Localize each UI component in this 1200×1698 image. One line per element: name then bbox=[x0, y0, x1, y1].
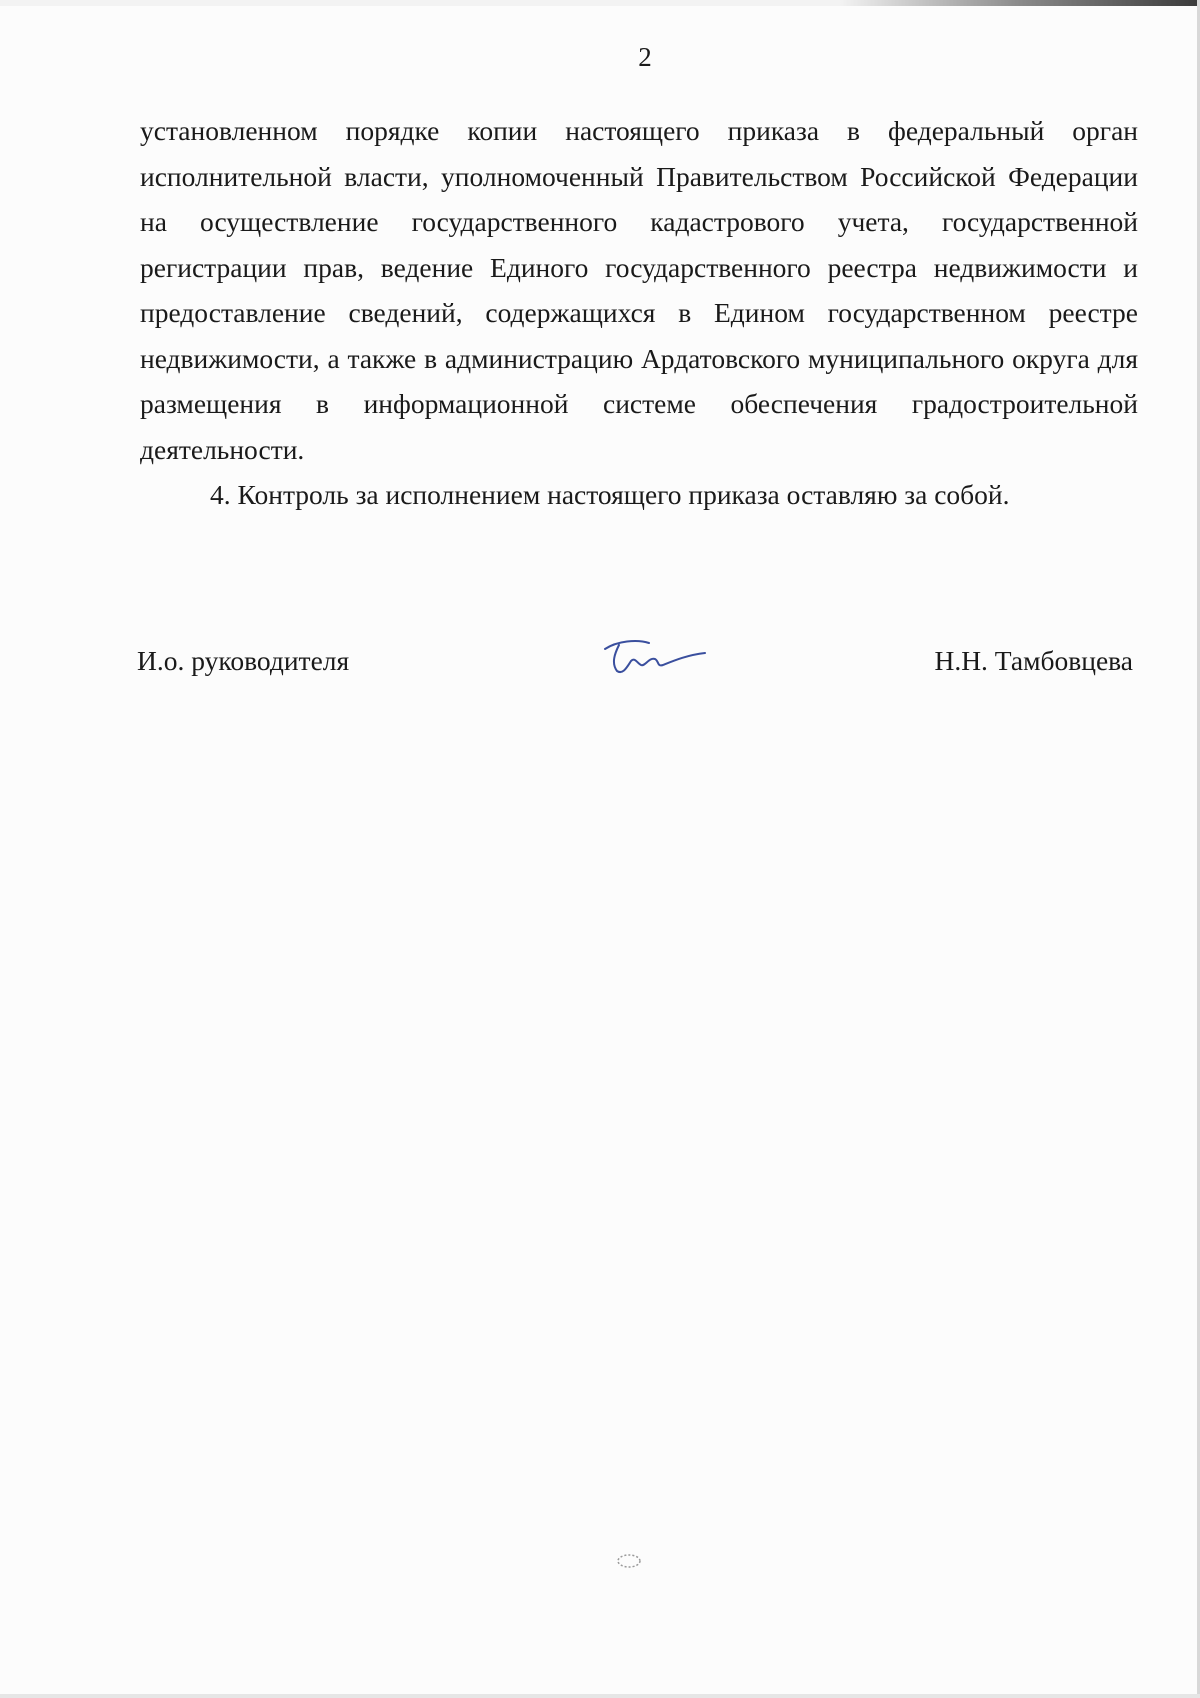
document-body bbox=[140, 108, 1138, 518]
handwritten-signature bbox=[597, 631, 717, 681]
signatory-position: И.о. руководителя bbox=[137, 645, 350, 676]
page-number: 2 bbox=[638, 42, 652, 72]
paragraph-control-clause: 4. Контроль за исполнением настоящего приказа оставляю за собой. bbox=[210, 479, 1010, 510]
signature-block bbox=[137, 645, 1133, 695]
scan-artifact-mark bbox=[615, 1552, 643, 1570]
scan-edge-top bbox=[0, 0, 1200, 6]
scan-edge-bottom bbox=[0, 1694, 1200, 1698]
signatory-name: Н.Н. Тамбовцева bbox=[934, 645, 1133, 676]
paragraph-continuation: установленном порядке копии настоящего приказа в федеральный орган исполнительной власти, уполномоченный Правительством Российской Федерации на осуществление государственного кадастрового учета, государственной регистрации прав, ведение Единого государственного реестра недвижимости и предоставление сведений, содержащихся в Едином государственном реестре недвижимости, а также в администрацию Ардатовского муниципального округа для размещения в информационной системе обеспечения градостроительной деятельности. bbox=[140, 115, 1138, 465]
